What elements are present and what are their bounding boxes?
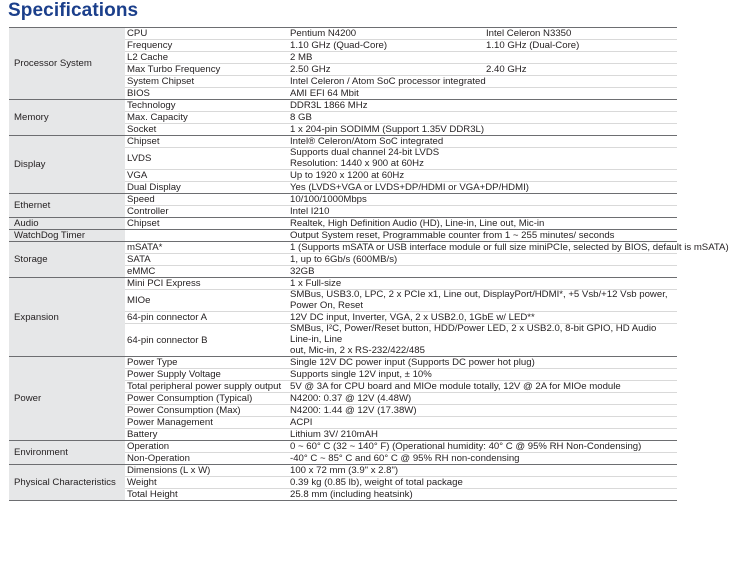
- spec-row: [9, 194, 677, 206]
- spec-value: 1 x 204-pin SODIMM (Support 1.35V DDR3L): [288, 124, 677, 136]
- feature-label: Total Height: [125, 489, 288, 501]
- spec-row: [9, 100, 677, 112]
- group-label: Audio: [9, 218, 125, 230]
- feature-label: Power Supply Voltage: [125, 369, 288, 381]
- feature-label: Weight: [125, 477, 288, 489]
- feature-label: 64-pin connector B: [125, 324, 288, 357]
- feature-label: Frequency: [125, 40, 288, 52]
- spec-row: [9, 465, 677, 477]
- feature-label: Max. Capacity: [125, 112, 288, 124]
- feature-label: mSATA*: [125, 242, 288, 254]
- spec-value: Pentium N4200: [288, 28, 484, 40]
- feature-label: Chipset: [125, 136, 288, 148]
- spec-value: 2.50 GHz: [288, 64, 484, 76]
- group-label: Expansion: [9, 278, 125, 357]
- spec-value: 1.10 GHz (Quad-Core): [288, 40, 484, 52]
- feature-label: Battery: [125, 429, 288, 441]
- spec-value: 2 MB: [288, 52, 484, 64]
- spec-row: [9, 441, 677, 453]
- group-label: Display: [9, 136, 125, 194]
- spec-value: Supports single 12V input, ± 10%: [288, 369, 677, 381]
- feature-label: SATA: [125, 254, 288, 266]
- feature-label: LVDS: [125, 148, 288, 170]
- spec-value: DDR3L 1866 MHz: [288, 100, 677, 112]
- spec-value: N4200: 1.44 @ 12V (17.38W): [288, 405, 677, 417]
- spec-value-alt: 2.40 GHz: [484, 64, 677, 76]
- spec-value: 5V @ 3A for CPU board and MIOe module totally, 12V @ 2A for MIOe module: [288, 381, 677, 393]
- spec-value: Lithium 3V/ 210mAH: [288, 429, 677, 441]
- feature-label: CPU: [125, 28, 288, 40]
- spec-value: Intel Celeron / Atom SoC processor integrated: [290, 76, 486, 87]
- group-label: Power: [9, 357, 125, 441]
- feature-label: Operation: [125, 441, 288, 453]
- group-label: Processor System: [9, 28, 125, 100]
- group-label: Environment: [9, 441, 125, 465]
- spec-value: Intel I210: [288, 206, 677, 218]
- spec-row: [9, 357, 677, 369]
- spec-value: AMI EFI 64 Mbit: [288, 88, 484, 100]
- feature-label: Power Type: [125, 357, 288, 369]
- group-label: Storage: [9, 242, 125, 278]
- feature-label: Power Consumption (Typical): [125, 393, 288, 405]
- feature-label: Total peripheral power supply output: [125, 381, 288, 393]
- spec-value: 8 GB: [288, 112, 677, 124]
- spec-row: [9, 278, 677, 290]
- spec-value: 1 (Supports mSATA or USB interface module or full size miniPCIe, selected by BIOS, default is mSATA): [290, 242, 729, 254]
- spec-value-alt: [484, 76, 677, 88]
- feature-label: BIOS: [125, 88, 288, 100]
- spec-row: [9, 242, 677, 254]
- feature-label: Technology: [125, 100, 288, 112]
- group-label: Memory: [9, 100, 125, 136]
- spec-value-alt: [484, 52, 677, 64]
- feature-label: Chipset: [125, 218, 288, 230]
- page-title: Specifications: [8, 0, 139, 21]
- spec-value-alt: 1.10 GHz (Dual-Core): [484, 40, 677, 52]
- spec-value: ACPI: [288, 417, 677, 429]
- spec-value: 25.8 mm (including heatsink): [288, 489, 677, 501]
- feature-label: [125, 230, 288, 242]
- feature-label: Socket: [125, 124, 288, 136]
- feature-label: Max Turbo Frequency: [125, 64, 288, 76]
- spec-value: Yes (LVDS+VGA or LVDS+DP/HDMI or VGA+DP/HDMI): [288, 182, 677, 194]
- spec-value: 10/100/1000Mbps: [288, 194, 677, 206]
- feature-label: Dual Display: [125, 182, 288, 194]
- feature-label: Dimensions (L x W): [125, 465, 288, 477]
- feature-label: L2 Cache: [125, 52, 288, 64]
- feature-label: Non-Operation: [125, 453, 288, 465]
- spec-value: N4200: 0.37 @ 12V (4.48W): [288, 393, 677, 405]
- spec-value: Single 12V DC power input (Supports DC power hot plug): [288, 357, 677, 369]
- feature-label: Power Consumption (Max): [125, 405, 288, 417]
- group-label: Ethernet: [9, 194, 125, 218]
- spec-row: [9, 136, 677, 148]
- spec-value: SMBus, I²C, Power/Reset button, HDD/Power LED, 2 x USB2.0, 8-bit GPIO, HD Audio Line-in, Line out, Mic-in, 2 x RS-232/422/485: [288, 324, 677, 357]
- spec-value: -40° C ~ 85° C and 60° C @ 95% RH non-condensing: [288, 453, 677, 465]
- spec-value: 100 x 72 mm (3.9" x 2.8"): [288, 465, 677, 477]
- spec-value: 1, up to 6Gb/s (600MB/s): [288, 254, 677, 266]
- spec-value: 0 ~ 60° C (32 ~ 140° F) (Operational humidity: 40° C @ 95% RH Non-Condensing): [288, 441, 677, 453]
- feature-label: 64-pin connector A: [125, 312, 288, 324]
- spec-value-alt: [484, 88, 677, 100]
- spec-value: Realtek, High Definition Audio (HD), Line-in, Line out, Mic-in: [288, 218, 677, 230]
- spec-value: Supports dual channel 24-bit LVDS Resolution: 1440 x 900 at 60Hz: [288, 148, 677, 170]
- feature-label: System Chipset: [125, 76, 288, 88]
- spec-value: SMBus, USB3.0, LPC, 2 x PCIe x1, Line out, DisplayPort/HDMI*, +5 Vsb/+12 Vsb power, Power On, Reset: [288, 290, 677, 312]
- feature-label: VGA: [125, 170, 288, 182]
- spec-value: 32GB: [288, 266, 677, 278]
- feature-label: Speed: [125, 194, 288, 206]
- spec-value: 0.39 kg (0.85 lb), weight of total package: [288, 477, 677, 489]
- spec-value: Output System reset, Programmable counter from 1 ~ 255 minutes/ seconds: [288, 230, 677, 242]
- feature-label: Power Management: [125, 417, 288, 429]
- spec-value-alt: Intel Celeron N3350: [484, 28, 677, 40]
- spec-value: Intel® Celeron/Atom SoC integrated: [288, 136, 677, 148]
- feature-label: MIOe: [125, 290, 288, 312]
- specifications-table: [9, 27, 729, 501]
- spec-value: Up to 1920 x 1200 at 60Hz: [288, 170, 677, 182]
- feature-label: eMMC: [125, 266, 288, 278]
- spec-value: 1 x Full-size: [288, 278, 677, 290]
- feature-label: Mini PCI Express: [125, 278, 288, 290]
- spec-row: [9, 28, 677, 40]
- spec-row: [9, 230, 677, 242]
- spec-row: [9, 218, 677, 230]
- spec-value: 12V DC input, Inverter, VGA, 2 x USB2.0, 1GbE w/ LED**: [288, 312, 677, 324]
- feature-label: Controller: [125, 206, 288, 218]
- group-label: Physical Characteristics: [9, 465, 125, 501]
- group-label: WatchDog Timer: [9, 230, 125, 242]
